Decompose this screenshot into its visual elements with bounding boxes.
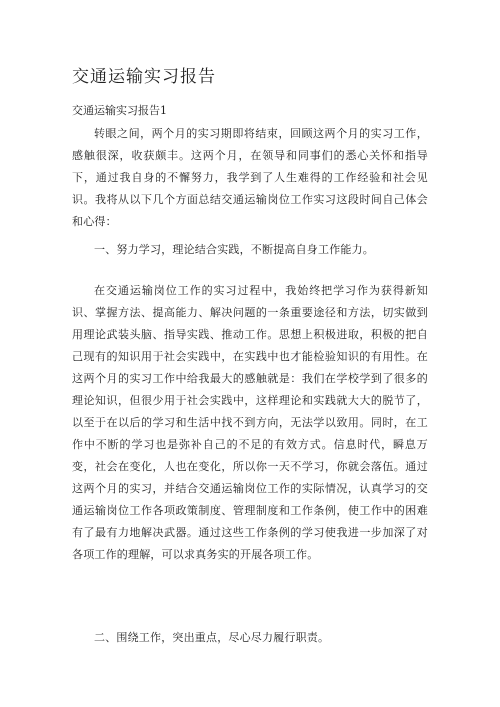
document-title: 交通运输实习报告 bbox=[72, 67, 216, 87]
section-heading-1: 一、努力学习，理论结合实践，不断提高自身工作能力。 bbox=[94, 243, 374, 256]
section-heading-2: 二、围绕工作，突出重点，尽心尽力履行职责。 bbox=[94, 631, 330, 644]
section-1-paragraph: 在交通运输岗位工作的实习过程中，我始终把学习作为获得新知识、掌握方法、提高能力、解决问题的一条重要途径和方法，切实做到用理论武装头脑、指导实践、推动工作。思想上积极进取，积极的把自己现有的知识用于社会实践中，在实践中也才能检验知识的有用性。在这两个月的实习工作中给我最大的感触就是：我们在学校学到了很多的理论知识，但很少用于社会实践中，这样理论和实践就大大的脱节了，以至于在以后的学习和生活中找不到方向，无法学以致用。同时，在工作中不断的学习也是弥补自己的不足的有效方式。信息时代，瞬息万变，社会在变化，人也在变化，所以你一天不学习，你就会落伍。通过这两个月的实习，并结合交通运输岗位工作的实际情况，认真学习的交通运输岗位工作各项政策制度、管理制度和工作条例，使工作中的困难有了最有力地解决武器。通过这些工作条例的学习使我进一步加深了对各项工作的理解，可以求真务实的开展各项工作。 bbox=[72, 284, 428, 561]
intro-paragraph: 转眼之间，两个月的实习期即将结束，回顾这两个月的实习工作，感触很深，收获颇丰。这两个月，在领导和同事们的悉心关怀和指导下，通过我自身的不懈努力，我学到了人生难得的工作经验和社会见识。我将从以下几个方面总结交通运输岗位工作实习这段时间自己体会和心得： bbox=[72, 127, 428, 228]
document-subtitle: 交通运输实习报告1 bbox=[72, 104, 167, 117]
